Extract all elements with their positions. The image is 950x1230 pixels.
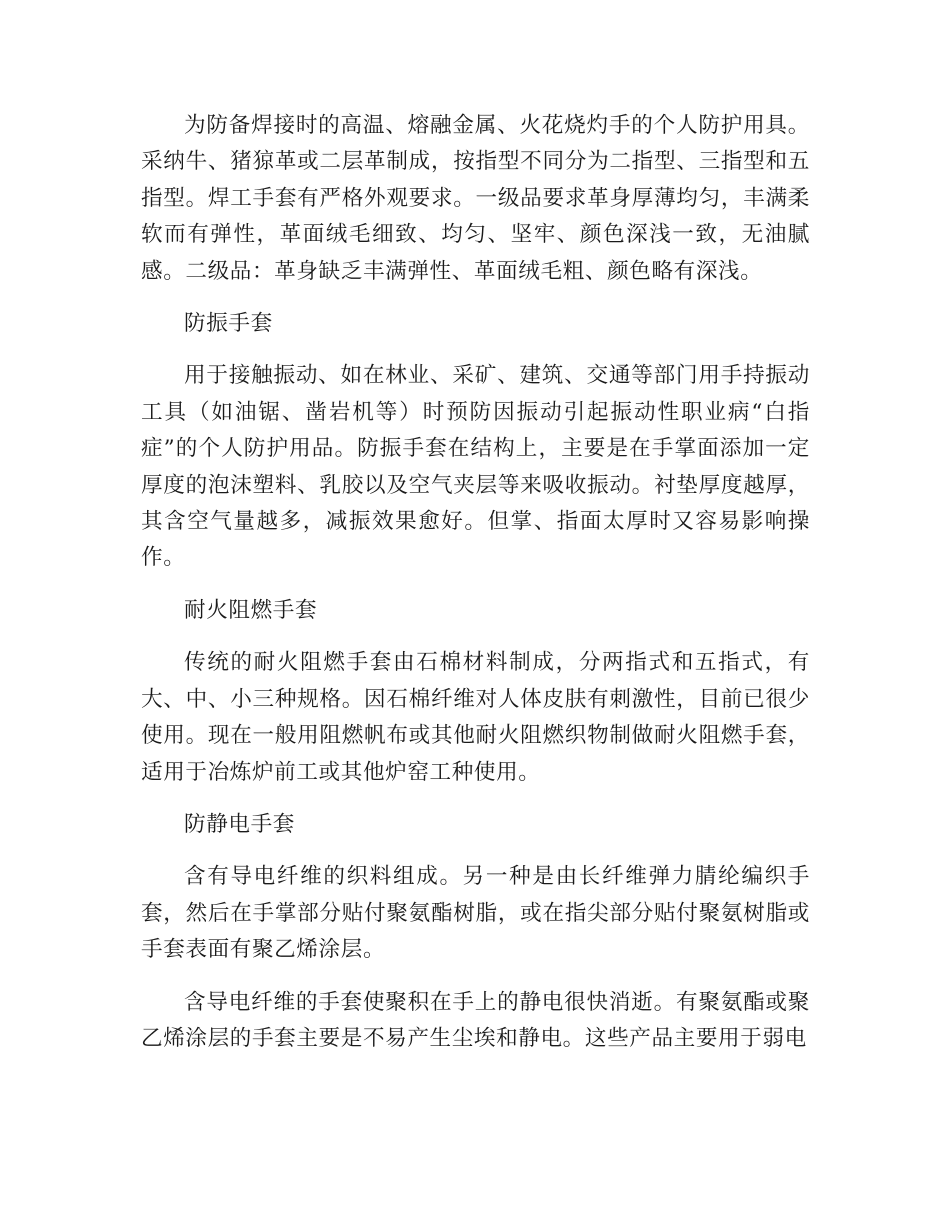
anti-vibration-gloves-heading: 防振手套 xyxy=(184,311,273,337)
antistatic-gloves-paragraph-2: 含导电纤维的手套使聚积在手上的静电很快消逝。有聚氨酯或聚乙烯涂层的手套主要是不易产生尘埃和静电。这些产品主要用于弱电 xyxy=(141,989,810,1051)
antistatic-gloves-heading: 防静电手套 xyxy=(184,811,295,837)
fire-resistant-gloves-paragraph: 传统的耐火阻燃手套由石棉材料制成，分两指式和五指式，有大、中、小三种规格。因石棉纤维对人体皮肤有刺激性，目前已很少使用。现在一般用阻燃帆布或其他耐火阻燃织物制做耐火阻燃手套，适用于冶炼炉前工或其他炉窑工种使用。 xyxy=(141,650,810,785)
fire-resistant-gloves-heading: 耐火阻燃手套 xyxy=(184,597,318,623)
anti-vibration-gloves-paragraph: 用于接触振动、如在林业、采矿、建筑、交通等部门用手持振动工具（如油锯、凿岩机等）时预防因振动引起振动性职业病“白指症”的个人防护用品。防振手套在结构上，主要是在手掌面添加一定厚度的泡沫塑料、乳胶以及空气夹层等来吸收振动。衬垫厚度越厚，其含空气量越多，减振效果愈好。但掌、指面太厚时又容易影响操作。 xyxy=(141,363,810,571)
antistatic-gloves-paragraph-1: 含有导电纤维的织料组成。另一种是由长纤维弹力腈纶编织手套，然后在手掌部分贴付聚氨酯树脂，或在指尖部分贴付聚氨树脂或手套表面有聚乙烯涂层。 xyxy=(141,864,810,963)
welding-gloves-paragraph: 为防备焊接时的高温、熔融金属、火花烧灼手的个人防护用具。采纳牛、猪猄革或二层革制成，按指型不同分为二指型、三指型和五指型。焊工手套有严格外观要求。一级品要求革身厚薄均匀，丰满柔软而有弹性，革面绒毛细致、均匀、坚牢、颜色深浅一致，无油腻感。二级品：革身缺乏丰满弹性、革面绒毛粗、颜色略有深浅。 xyxy=(141,113,810,284)
